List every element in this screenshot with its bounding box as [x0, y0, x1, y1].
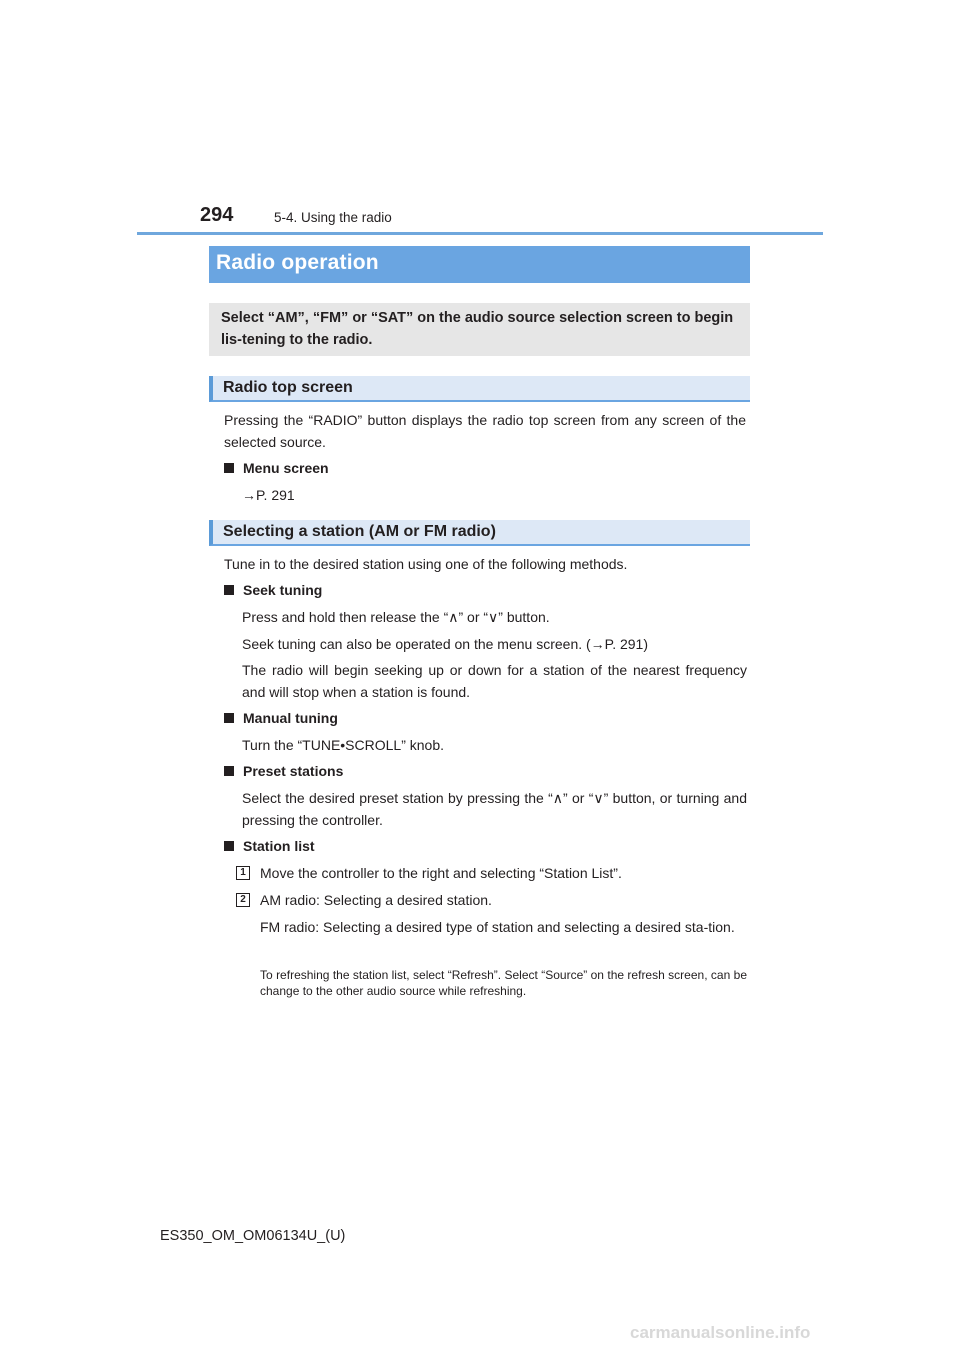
subheading-radio-top-screen [209, 376, 750, 402]
bullet-station-list [224, 838, 315, 854]
page-number: 294 [200, 204, 234, 226]
bullet-manual-tuning [224, 710, 338, 726]
bullet-square-icon [224, 463, 234, 473]
bullet-title: Preset stations [243, 763, 344, 779]
subheading-selecting-station [209, 520, 750, 546]
bullet-title: Station list [243, 838, 315, 854]
header-rule [137, 232, 823, 235]
step-number-1: 1 [236, 866, 250, 880]
bullet-preset-stations [224, 763, 343, 779]
preset-line-1: Select the desired preset station by pressing the “∧” or “∨” button, or turning and pressing the controller. [242, 790, 747, 828]
step-2-text: AM radio: Selecting a desired station. [260, 892, 492, 908]
document-code: ES350_OM_OM06134U_(U) [160, 1228, 346, 1244]
radio-top-paragraph: Pressing the “RADIO” button displays the radio top screen from any screen of the selected source. [224, 412, 746, 450]
bullet-title: Manual tuning [243, 710, 338, 726]
subheading-text: Selecting a station (AM or FM radio) [223, 523, 496, 540]
fm-radio-text: FM radio: Selecting a desired type of station and selecting a desired sta-tion. [260, 919, 735, 935]
bullet-title: Seek tuning [243, 582, 323, 598]
refresh-note: To refreshing the station list, select “Refresh”. Select “Source” on the refresh screen, can be change to the other audio source while refreshing. [260, 968, 747, 998]
bullet-menu-screen [224, 460, 329, 476]
step-number-2: 2 [236, 893, 250, 907]
intro-box [209, 303, 750, 356]
bullet-square-icon [224, 585, 234, 595]
page-title: Radio operation [216, 251, 379, 274]
bullet-square-icon [224, 766, 234, 776]
menu-screen-link[interactable]: →P. 291 [242, 487, 295, 503]
bullet-seek-tuning [224, 582, 322, 598]
intro-text: Select “AM”, “FM” or “SAT” on the audio source selection screen to begin lis-tening to the radio. [221, 310, 734, 348]
bullet-square-icon [224, 713, 234, 723]
section-reference: 5-4. Using the radio [274, 210, 392, 225]
selecting-intro: Tune in to the desired station using one of the following methods. [224, 556, 628, 572]
seek-line-2: Seek tuning can also be operated on the menu screen. (→P. 291) [242, 636, 649, 652]
seek-line-3: The radio will begin seeking up or down for a station of the nearest frequency and will stop when a station is found. [242, 662, 747, 700]
bullet-square-icon [224, 841, 234, 851]
title-bar [209, 246, 750, 283]
manual-line-1: Turn the “TUNE•SCROLL” knob. [242, 737, 445, 753]
watermark: carmanualsonline.info [630, 1323, 811, 1342]
bullet-title: Menu screen [243, 460, 329, 476]
subheading-text: Radio top screen [223, 379, 353, 396]
seek-line-1: Press and hold then release the “∧” or “∨” button. [242, 609, 550, 625]
step-1-text: Move the controller to the right and selecting “Station List”. [260, 865, 622, 881]
